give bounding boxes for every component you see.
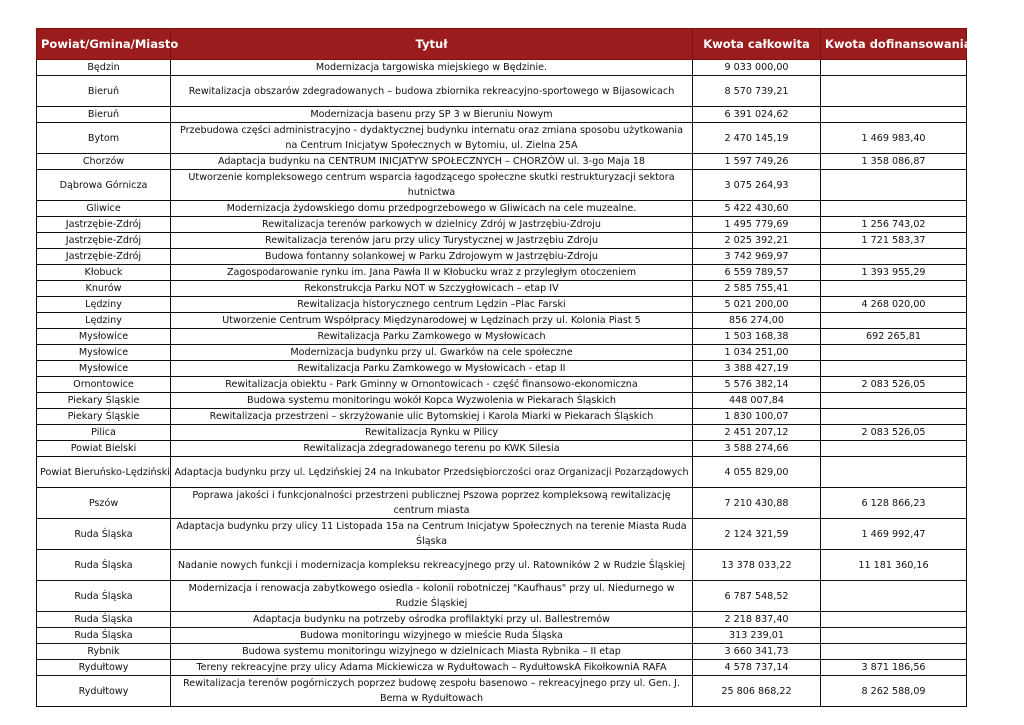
cell-title: Adaptacja budynku na CENTRUM INICJATYW SPOŁECZNYCH – CHORZÓW ul. 3-go Maja 18 — [171, 154, 693, 170]
header-cofinancing-amount: Kwota dofinansowania — [821, 29, 967, 60]
cell-cofinancing-amount — [821, 249, 967, 265]
cell-cofinancing-amount: 4 268 020,00 — [821, 297, 967, 313]
table-row — [37, 60, 967, 76]
cell-region: Bieruń — [37, 76, 171, 107]
table-row — [37, 329, 967, 345]
cell-total-amount: 2 585 755,41 — [693, 281, 821, 297]
cell-cofinancing-amount — [821, 76, 967, 107]
cell-total-amount: 9 033 000,00 — [693, 60, 821, 76]
table-row — [37, 488, 967, 519]
cell-region: Pilica — [37, 425, 171, 441]
cell-total-amount: 313 239,01 — [693, 628, 821, 644]
cell-total-amount: 7 210 430,88 — [693, 488, 821, 519]
cell-cofinancing-amount — [821, 60, 967, 76]
cell-cofinancing-amount: 1 469 983,40 — [821, 123, 967, 154]
cell-cofinancing-amount: 2 083 526,05 — [821, 425, 967, 441]
cell-total-amount: 2 025 392,21 — [693, 233, 821, 249]
cell-region: Ruda Śląska — [37, 550, 171, 581]
cell-title: Modernizacja targowiska miejskiego w Będzinie. — [171, 60, 693, 76]
cell-cofinancing-amount — [821, 644, 967, 660]
table-row — [37, 123, 967, 154]
table-row — [37, 313, 967, 329]
cell-title: Przebudowa części administracyjno - dydaktycznej budynku internatu oraz zmiana sposobu użytkowania na Centrum Inicjatyw Społecznych w Bytomiu, ul. Zielna 25A — [171, 123, 693, 154]
cell-region: Kłobuck — [37, 265, 171, 281]
cell-total-amount: 2 124 321,59 — [693, 519, 821, 550]
cell-total-amount: 5 021 200,00 — [693, 297, 821, 313]
cell-total-amount: 2 451 207,12 — [693, 425, 821, 441]
cell-cofinancing-amount: 11 181 360,16 — [821, 550, 967, 581]
cell-title: Rewitalizacja obszarów zdegradowanych – budowa zbiornika rekreacyjno-sportowego w Bijasowicach — [171, 76, 693, 107]
cell-title: Modernizacja basenu przy SP 3 w Bieruniu Nowym — [171, 107, 693, 123]
cell-total-amount: 448 007,84 — [693, 393, 821, 409]
cell-cofinancing-amount: 1 393 955,29 — [821, 265, 967, 281]
cell-cofinancing-amount: 1 721 583,37 — [821, 233, 967, 249]
cell-cofinancing-amount — [821, 201, 967, 217]
cell-cofinancing-amount — [821, 313, 967, 329]
header-row — [37, 29, 967, 60]
cell-title: Rewitalizacja Parku Zamkowego w Mysłowicach - etap II — [171, 361, 693, 377]
cell-region: Bytom — [37, 123, 171, 154]
cell-region: Chorzów — [37, 154, 171, 170]
table-row — [37, 249, 967, 265]
cell-cofinancing-amount — [821, 345, 967, 361]
cell-title: Rewitalizacja przestrzeni – skrzyżowanie ulic Bytomskiej i Karola Miarki w Piekarach Śląskich — [171, 409, 693, 425]
cell-title: Adaptacja budynku przy ul. Lędzińskiej 24 na Inkubator Przedsiębiorczości oraz Organizacji Pozarządowych — [171, 457, 693, 488]
cell-region: Dąbrowa Górnicza — [37, 170, 171, 201]
table-row — [37, 676, 967, 707]
cell-region: Mysłowice — [37, 361, 171, 377]
cell-cofinancing-amount: 692 265,81 — [821, 329, 967, 345]
cell-total-amount: 3 742 969,97 — [693, 249, 821, 265]
cell-title: Rewitalizacja Rynku w Pilicy — [171, 425, 693, 441]
cell-region: Ruda Śląska — [37, 612, 171, 628]
cell-region: Ruda Śląska — [37, 519, 171, 550]
cell-cofinancing-amount — [821, 457, 967, 488]
cell-title: Utworzenie kompleksowego centrum wsparcia łagodzącego społeczne skutki restrukturyzacji sektora hutnictwa — [171, 170, 693, 201]
cell-region: Rydułtowy — [37, 676, 171, 707]
cell-total-amount: 1 597 749,26 — [693, 154, 821, 170]
cell-cofinancing-amount: 1 358 086,87 — [821, 154, 967, 170]
table-row — [37, 107, 967, 123]
cell-total-amount: 1 495 779,69 — [693, 217, 821, 233]
cell-cofinancing-amount — [821, 170, 967, 201]
table-row — [37, 76, 967, 107]
cell-title: Rewitalizacja terenów pogórniczych poprzez budowę zespołu basenowo – rekreacyjnego przy ul. Gen. J. Bema w Rydułtowach — [171, 676, 693, 707]
cell-region: Rybnik — [37, 644, 171, 660]
cell-region: Pszów — [37, 488, 171, 519]
cell-title: Rewitalizacja terenów parkowych w dzielnicy Zdrój w Jastrzębiu-Zdroju — [171, 217, 693, 233]
cell-title: Zagospodarowanie rynku im. Jana Pawła II w Kłobucku wraz z przyległym otoczeniem — [171, 265, 693, 281]
cell-total-amount: 4 055 829,00 — [693, 457, 821, 488]
cell-cofinancing-amount — [821, 409, 967, 425]
cell-cofinancing-amount: 1 256 743,02 — [821, 217, 967, 233]
table-row — [37, 361, 967, 377]
table-row — [37, 377, 967, 393]
cell-cofinancing-amount: 1 469 992,47 — [821, 519, 967, 550]
table-row — [37, 409, 967, 425]
document-page — [36, 28, 972, 707]
cell-title: Budowa monitoringu wizyjnego w mieście Ruda Śląska — [171, 628, 693, 644]
table-row — [37, 393, 967, 409]
cell-region: Mysłowice — [37, 329, 171, 345]
cell-total-amount: 2 470 145,19 — [693, 123, 821, 154]
cell-total-amount: 4 578 737,14 — [693, 660, 821, 676]
table-row — [37, 297, 967, 313]
cell-cofinancing-amount: 6 128 866,23 — [821, 488, 967, 519]
cell-total-amount: 3 388 427,19 — [693, 361, 821, 377]
projects-table — [36, 28, 972, 707]
cell-cofinancing-amount: 3 871 186,56 — [821, 660, 967, 676]
cell-title: Modernizacja i renowacja zabytkowego osiedla - kolonii robotniczej "Kaufhaus" przy ul. Niedurnego w Rudzie Śląskiej — [171, 581, 693, 612]
cell-total-amount: 3 588 274,66 — [693, 441, 821, 457]
cell-total-amount: 6 559 789,57 — [693, 265, 821, 281]
table-row — [37, 201, 967, 217]
cell-total-amount: 5 576 382,14 — [693, 377, 821, 393]
table-row — [37, 441, 967, 457]
cell-cofinancing-amount: 8 262 588,09 — [821, 676, 967, 707]
cell-total-amount: 3 075 264,93 — [693, 170, 821, 201]
cell-cofinancing-amount — [821, 393, 967, 409]
table-row — [37, 457, 967, 488]
cell-title: Rewitalizacja terenów jaru przy ulicy Turystycznej w Jastrzębiu Zdroju — [171, 233, 693, 249]
cell-cofinancing-amount — [821, 107, 967, 123]
table-row — [37, 265, 967, 281]
cell-region: Gliwice — [37, 201, 171, 217]
cell-region: Jastrzębie-Zdrój — [37, 233, 171, 249]
cell-title: Rewitalizacja obiektu - Park Gminny w Ornontowicach - część finansowo-ekonomiczna — [171, 377, 693, 393]
cell-cofinancing-amount — [821, 628, 967, 644]
cell-region: Ruda Śląska — [37, 581, 171, 612]
cell-total-amount: 5 422 430,60 — [693, 201, 821, 217]
cell-region: Jastrzębie-Zdrój — [37, 249, 171, 265]
cell-cofinancing-amount — [821, 441, 967, 457]
cell-region: Knurów — [37, 281, 171, 297]
cell-title: Nadanie nowych funkcji i modernizacja kompleksu rekreacyjnego przy ul. Ratowników 2 w Rudzie Śląskiej — [171, 550, 693, 581]
cell-title: Rekonstrukcja Parku NOT w Szczygłowicach – etap IV — [171, 281, 693, 297]
cell-total-amount: 1 830 100,07 — [693, 409, 821, 425]
cell-total-amount: 3 660 341,73 — [693, 644, 821, 660]
cell-total-amount: 1 034 251,00 — [693, 345, 821, 361]
table-row — [37, 612, 967, 628]
cell-title: Rewitalizacja zdegradowanego terenu po KWK Silesia — [171, 441, 693, 457]
cell-title: Rewitalizacja Parku Zamkowego w Mysłowicach — [171, 329, 693, 345]
table-row — [37, 233, 967, 249]
table-row — [37, 345, 967, 361]
cell-total-amount: 6 787 548,52 — [693, 581, 821, 612]
cell-cofinancing-amount — [821, 612, 967, 628]
cell-region: Powiat Bieruńsko-Lędziński — [37, 457, 171, 488]
table-row — [37, 644, 967, 660]
header-total-amount: Kwota całkowita — [693, 29, 821, 60]
table-row — [37, 154, 967, 170]
cell-title: Modernizacja budynku przy ul. Gwarków na cele społeczne — [171, 345, 693, 361]
header-title: Tytuł — [171, 29, 693, 60]
cell-title: Adaptacja budynku przy ulicy 11 Listopada 15a na Centrum Inicjatyw Społecznych na terenie Miasta Ruda Śląska — [171, 519, 693, 550]
table-row — [37, 519, 967, 550]
cell-title: Adaptacja budynku na potrzeby ośrodka profilaktyki przy ul. Ballestremów — [171, 612, 693, 628]
table-row — [37, 660, 967, 676]
table-row — [37, 217, 967, 233]
cell-title: Rewitalizacja historycznego centrum Lędzin –Plac Farski — [171, 297, 693, 313]
cell-total-amount: 2 218 837,40 — [693, 612, 821, 628]
cell-region: Lędziny — [37, 313, 171, 329]
table-row — [37, 628, 967, 644]
cell-title: Tereny rekreacyjne przy ulicy Adama Mickiewicza w Rydułtowach – RydułtowskA FikołkowniA RAFA — [171, 660, 693, 676]
cell-total-amount: 6 391 024,62 — [693, 107, 821, 123]
table-row — [37, 281, 967, 297]
table-row — [37, 170, 967, 201]
cell-cofinancing-amount: 2 083 526,05 — [821, 377, 967, 393]
cell-region: Ruda Śląska — [37, 628, 171, 644]
cell-region: Bieruń — [37, 107, 171, 123]
table-row — [37, 425, 967, 441]
header-region: Powiat/Gmina/Miasto — [37, 29, 171, 60]
cell-region: Piekary Śląskie — [37, 409, 171, 425]
cell-title: Budowa systemu monitoringu wokół Kopca Wyzwolenia w Piekarach Śląskich — [171, 393, 693, 409]
table-row — [37, 581, 967, 612]
cell-total-amount: 1 503 168,38 — [693, 329, 821, 345]
cell-cofinancing-amount — [821, 281, 967, 297]
cell-title: Budowa systemu monitoringu wizyjnego w dzielnicach Miasta Rybnika – II etap — [171, 644, 693, 660]
cell-region: Mysłowice — [37, 345, 171, 361]
cell-total-amount: 856 274,00 — [693, 313, 821, 329]
cell-region: Ornontowice — [37, 377, 171, 393]
cell-total-amount: 13 378 033,22 — [693, 550, 821, 581]
cell-region: Rydułtowy — [37, 660, 171, 676]
table-row — [37, 550, 967, 581]
cell-cofinancing-amount — [821, 581, 967, 612]
cell-region: Będzin — [37, 60, 171, 76]
cell-total-amount: 8 570 739,21 — [693, 76, 821, 107]
cell-cofinancing-amount — [821, 361, 967, 377]
cell-title: Utworzenie Centrum Współpracy Międzynarodowej w Lędzinach przy ul. Kolonia Piast 5 — [171, 313, 693, 329]
cell-title: Poprawa jakości i funkcjonalności przestrzeni publicznej Pszowa poprzez kompleksową rewitalizację centrum miasta — [171, 488, 693, 519]
cell-region: Lędziny — [37, 297, 171, 313]
cell-title: Modernizacja żydowskiego domu przedpogrzebowego w Gliwicach na cele muzealne. — [171, 201, 693, 217]
cell-region: Piekary Śląskie — [37, 393, 171, 409]
cell-title: Budowa fontanny solankowej w Parku Zdrojowym w Jastrzębiu-Zdroju — [171, 249, 693, 265]
cell-region: Powiat Bielski — [37, 441, 171, 457]
table-header — [37, 29, 972, 60]
table-body — [37, 60, 967, 707]
cell-region: Jastrzębie-Zdrój — [37, 217, 171, 233]
cell-total-amount: 25 806 868,22 — [693, 676, 821, 707]
